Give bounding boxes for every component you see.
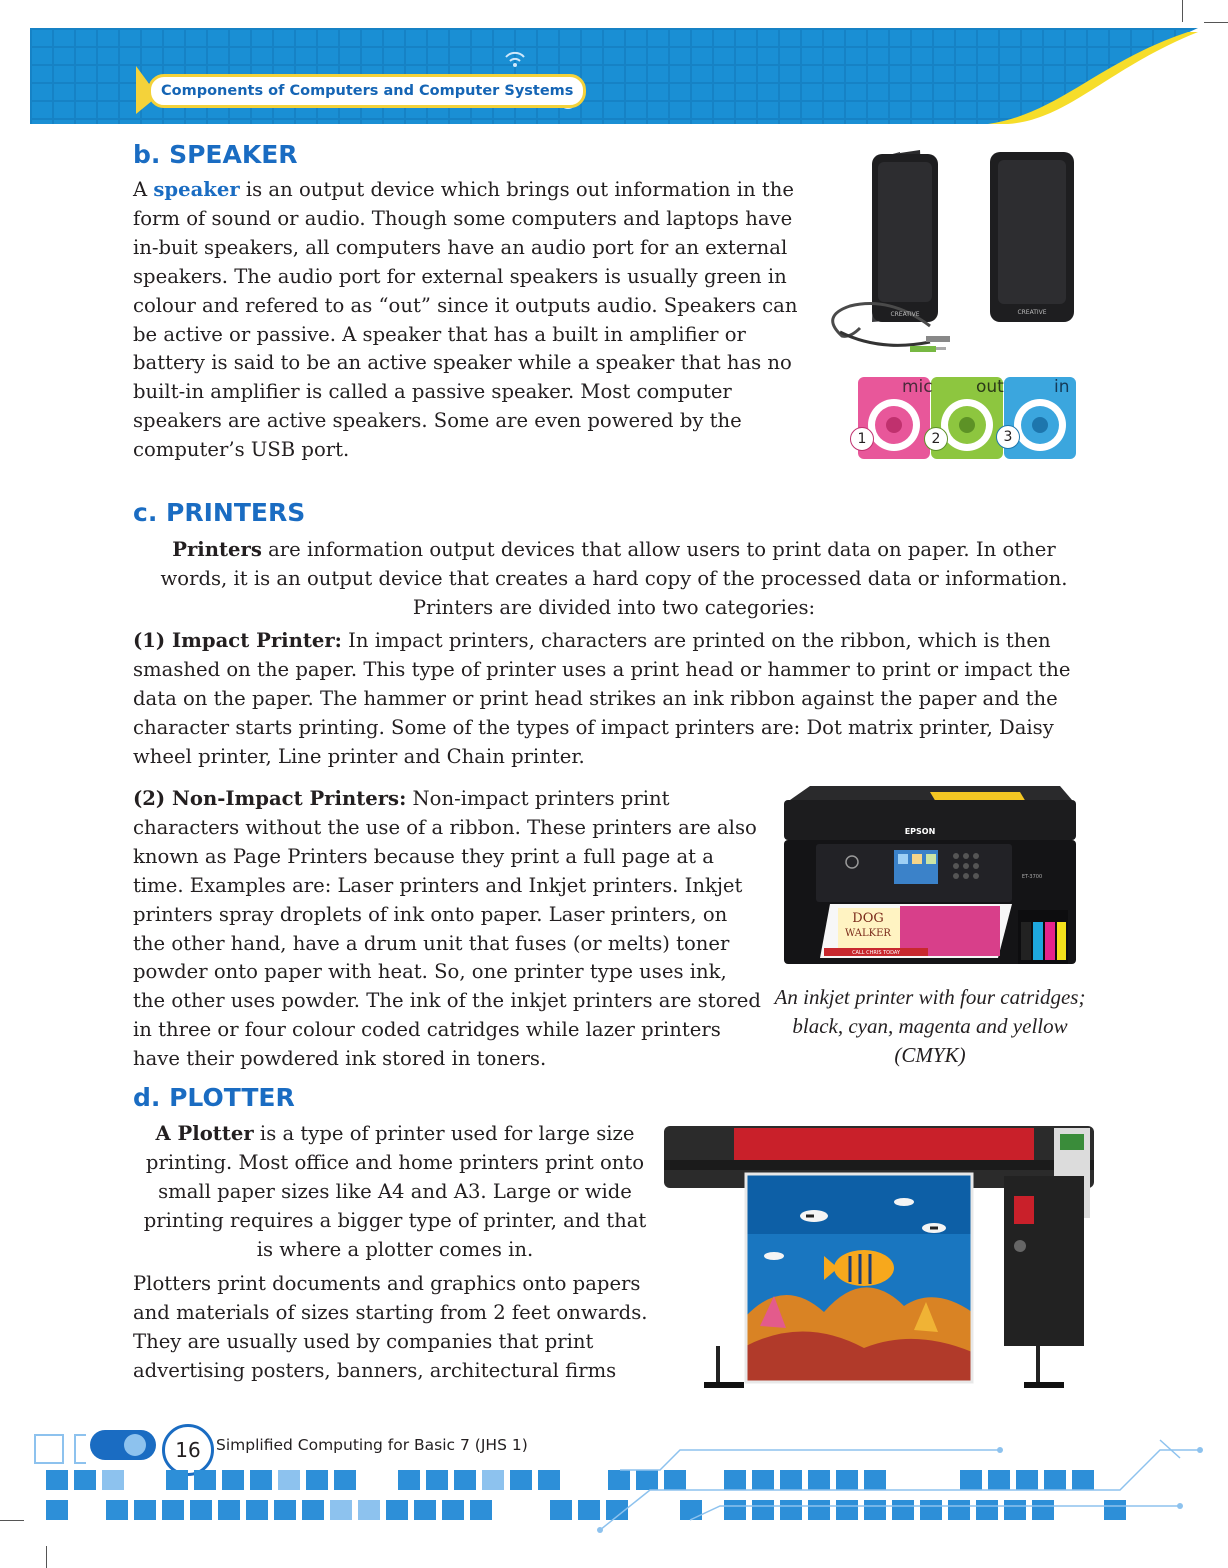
nonimpact-printer-text: Non-impact printers print characters without the use of a ribbon. These printers are also known as Page Printers because they print a full page at a time. Examples are: Laser printers and Inkjet printers. Inkjet printers spray droplets of ink onto paper. Laser printers, on the other hand, have a drum unit that fuses (or melts) toner powder onto paper with heat. So, one printer type uses ink, the other uses powder. The ink of the inkjet printers are stored in three or four colour coded catridges while lazer printers have their powdered ink stored in toners. xyxy=(133,787,761,1071)
poster-title-line1: DOG xyxy=(852,911,884,926)
port-number-3: 3 xyxy=(996,425,1020,449)
crop-mark xyxy=(46,1546,47,1568)
port-number-2: 2 xyxy=(924,427,948,451)
crop-mark xyxy=(1204,22,1228,23)
poster-footer-text: CALL CHRIS TODAY xyxy=(852,950,900,956)
poster-title-line2: WALKER xyxy=(845,928,891,939)
speaker-text-body: is an output device which brings out information in the form of sound or audio. Though some computers and laptops have in-buit speakers, all computers have an audio port for an external speakers. The audio port for external speakers is usually green in colour and refered to as “out” since it outputs audio. Speakers can be active or passive. A speaker that has a built in amplifier or battery is said to be an active speaker while a speaker that has no built-in amplifier is called a passive speaker. Most computer speakers are active speakers. Some are even powered by the computer’s USB port. xyxy=(133,178,798,462)
port-number-1: 1 xyxy=(850,427,874,451)
footer-pill-knob xyxy=(124,1434,146,1456)
footer-circuit-lines xyxy=(560,1430,1228,1540)
printers-intro-paragraph xyxy=(142,536,1086,623)
footer-pill xyxy=(90,1430,156,1460)
crop-mark xyxy=(1182,0,1183,22)
speaker-brand-right: CREATIVE xyxy=(1017,309,1047,316)
page-number: 16 xyxy=(162,1424,214,1476)
speaker-paragraph xyxy=(133,176,821,465)
footer-bracket xyxy=(74,1434,86,1464)
inkjet-printer-image xyxy=(780,782,1078,972)
port-label-mic: mic xyxy=(902,377,933,397)
printers-term: Printers xyxy=(172,538,262,561)
plotter-paragraph-1 xyxy=(136,1120,654,1265)
section-heading-printers: c. PRINTERS xyxy=(133,498,306,527)
section-heading-speaker: b. SPEAKER xyxy=(133,140,298,169)
impact-printer-label: (1) Impact Printer: xyxy=(133,629,342,652)
speaker-brand-left: CREATIVE xyxy=(890,311,920,318)
port-label-in: in xyxy=(1054,377,1070,397)
footer-square xyxy=(34,1434,64,1464)
port-label-out: out xyxy=(976,377,1004,397)
printer-brand-label: EPSON xyxy=(904,827,936,836)
wide-format-plotter-image xyxy=(664,1116,1094,1390)
plotter-intro-text: is a type of printer used for large size printing. Most office and home printers print onto small paper sizes like A4 and A3. Large or wide printing requires a bigger type of printer, and that is where a plotter comes in. xyxy=(143,1122,647,1261)
header-yellow-swoosh xyxy=(958,28,1198,124)
nonimpact-printer-paragraph xyxy=(133,785,765,1074)
plotter-term: A Plotter xyxy=(155,1122,254,1145)
printer-model-label: ET-3700 xyxy=(1021,874,1043,880)
impact-printer-paragraph xyxy=(133,627,1093,772)
impact-printer-text: In impact printers, characters are printed on the ribbon, which is then smashed on the paper. This type of printer uses a print head or hammer to print or impact the data on the paper. The hammer or print head strikes an ink ribbon against the paper and the character starts printing. Some of the types of impact printers are: Dot matrix printer, Daisy wheel printer, Line printer and Chain printer. xyxy=(133,629,1071,768)
plotter-paragraph-2: Plotters print documents and graphics onto papers and materials of sizes starting from 2 feet onwards. They are usually used by companies that print advertising posters, banners, architectural firms xyxy=(133,1272,648,1382)
printer-caption: An inkjet printer with four catridges; black, cyan, magenta and yellow (CMYK) xyxy=(774,985,1086,1067)
speaker-term: speaker xyxy=(153,178,240,201)
book-title: Simplified Computing for Basic 7 (JHS 1) xyxy=(216,1436,528,1454)
computer-speakers-image xyxy=(820,146,1090,368)
chapter-title-tag: Components of Computers and Computer Systems xyxy=(148,74,586,108)
printers-intro-text: are information output devices that allow users to print data on paper. In other words, it is an output device that creates a hard copy of the processed data or information. Printers are divided into two categories: xyxy=(160,538,1068,619)
nonimpact-printer-label: (2) Non-Impact Printers: xyxy=(133,787,407,810)
wifi-icon xyxy=(504,50,526,68)
speaker-text-lead: A xyxy=(133,178,154,201)
audio-ports-diagram xyxy=(858,377,1076,459)
section-heading-plotter: d. PLOTTER xyxy=(133,1083,295,1112)
audio-ports-panel xyxy=(858,377,1076,459)
